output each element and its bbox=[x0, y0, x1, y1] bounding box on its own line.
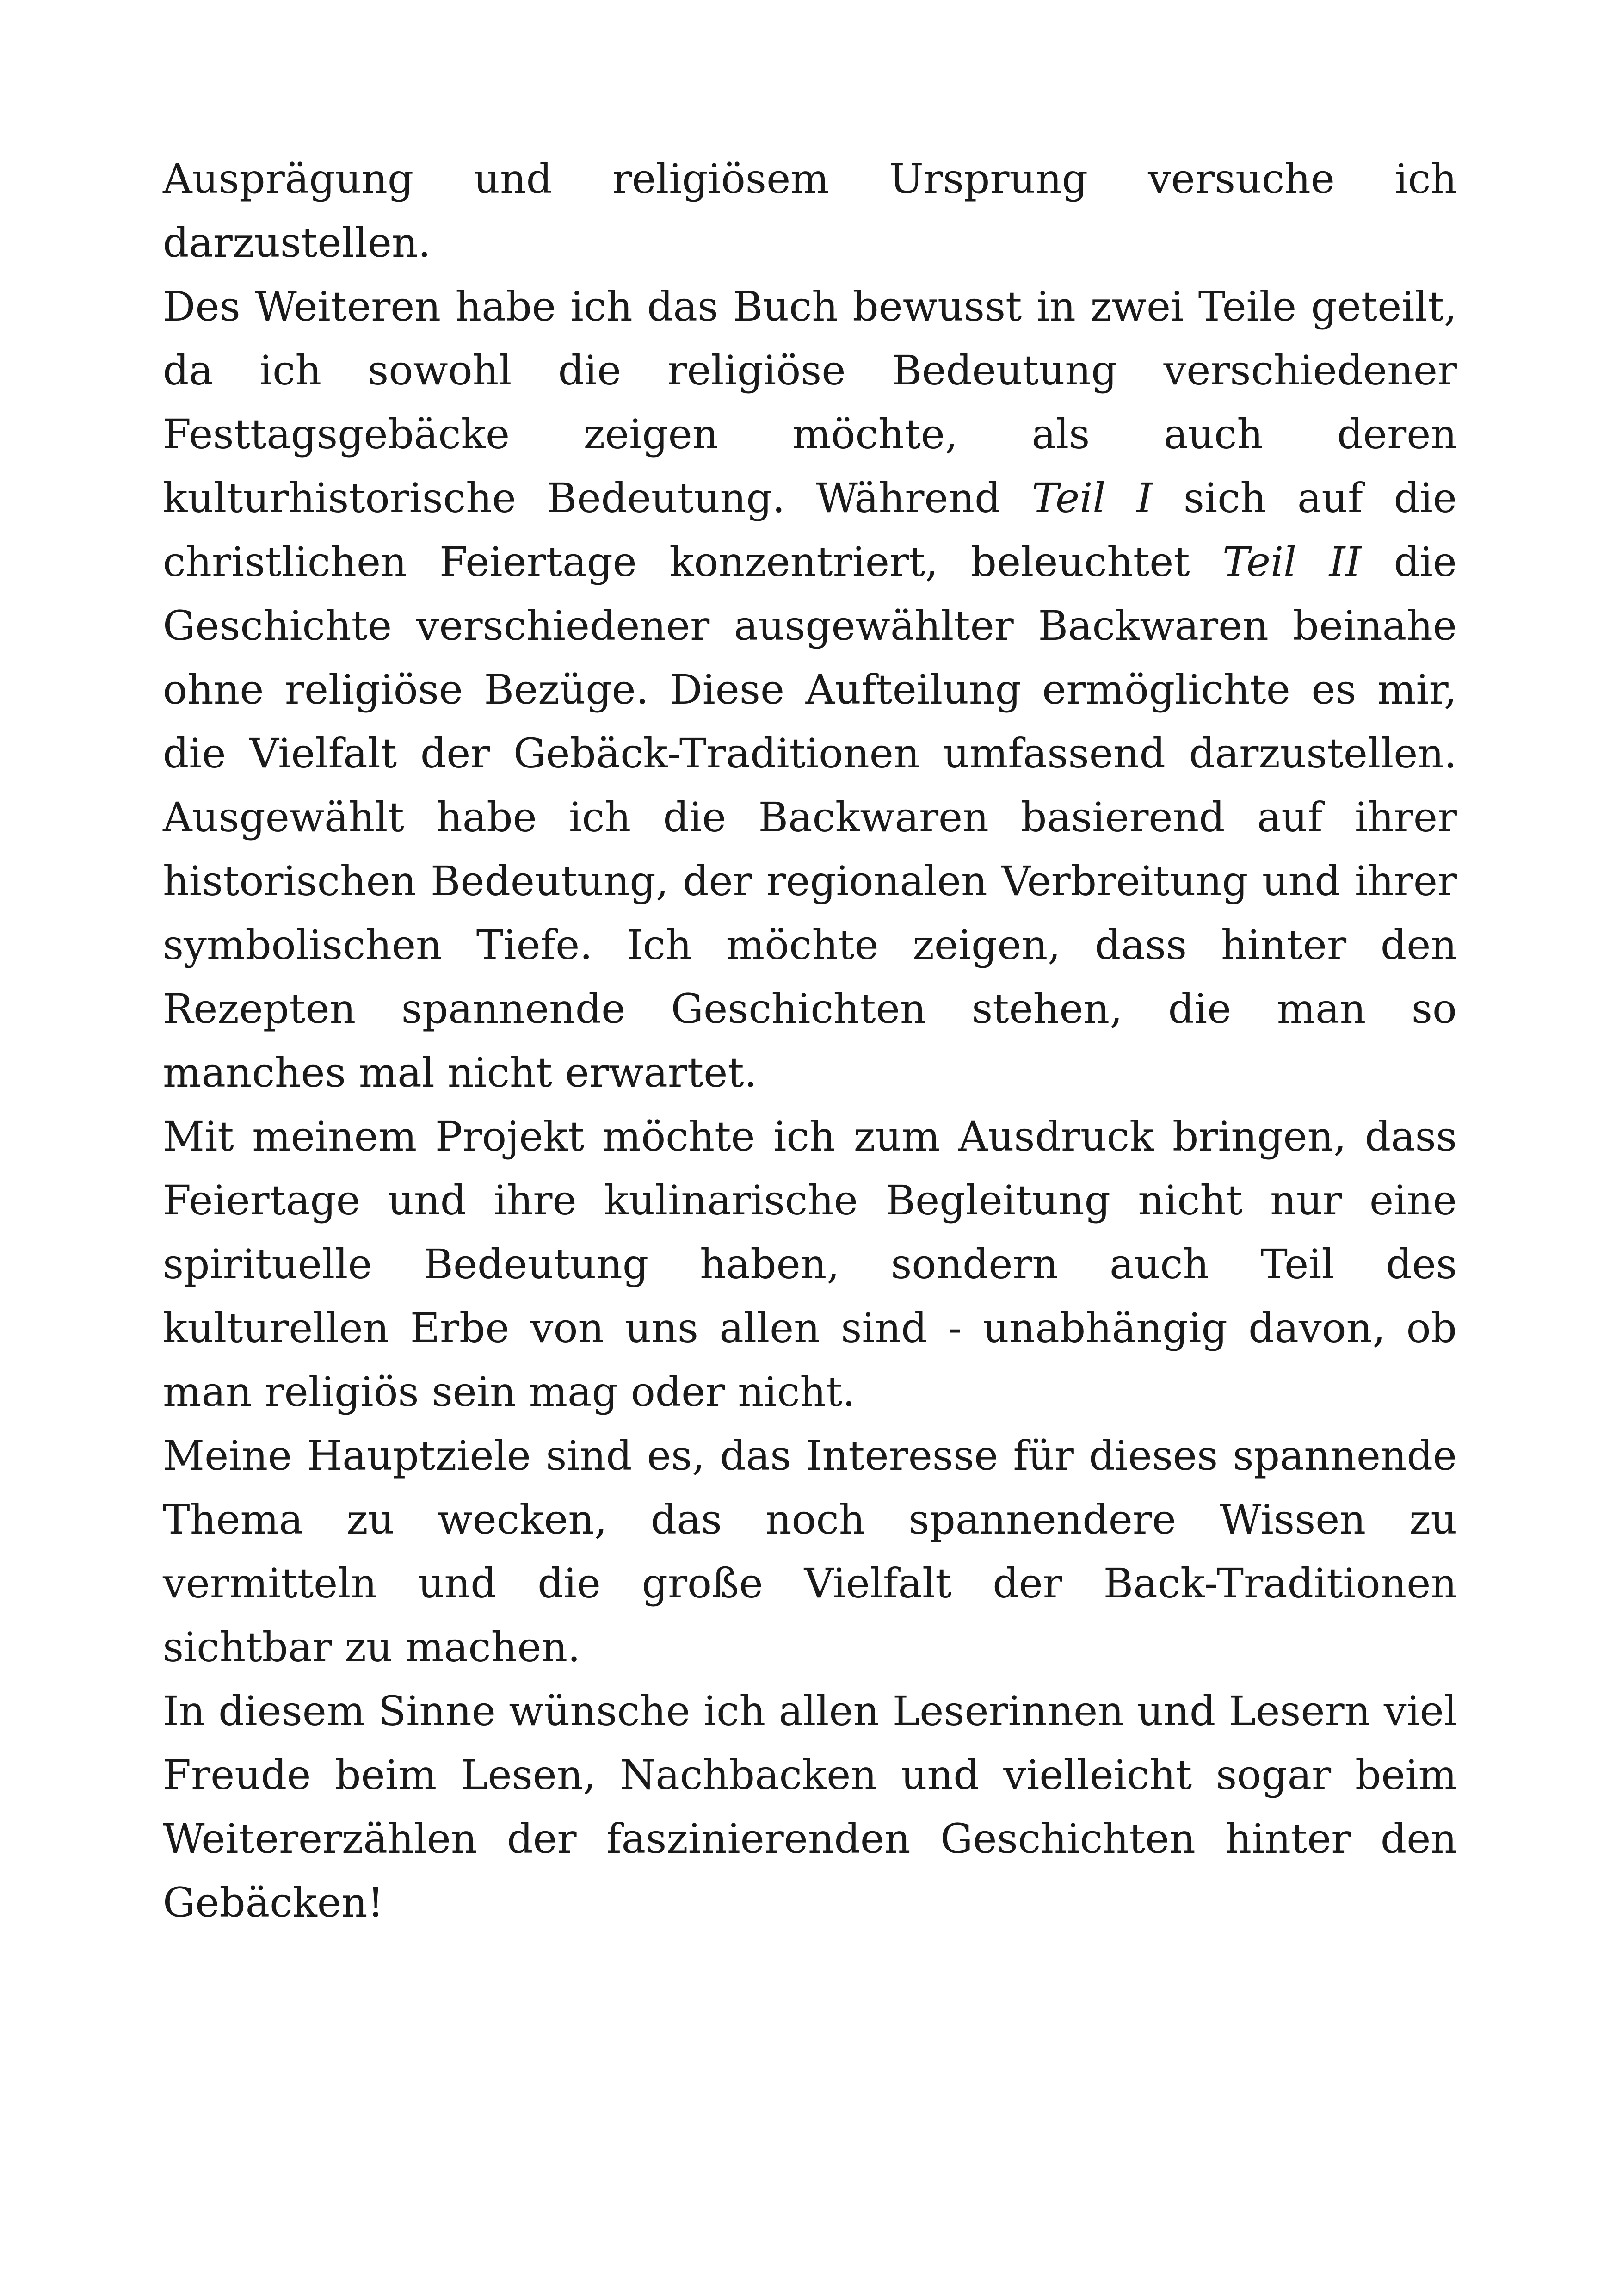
paragraph bbox=[163, 1105, 1457, 1424]
paragraph-text: Des Weiteren habe ich das Buch bewusst in zwei Teile geteilt, da ich sowohl die religiöse Bedeutung verschiedener Festtagsgebäcke zeigen möchte, als auch deren kulturhistorische Bedeutung. Während bbox=[163, 283, 1457, 522]
paragraph-text: Mit meinem Projekt möchte ich zum Ausdruck bringen, dass Feiertage und ihre kulinarische Begleitung nicht nur eine spirituelle Bedeutung haben, sondern auch Teil des kulturellen Erbe von uns allen sind - unabhängig davon, ob man religiös sein mag oder nicht. bbox=[163, 1113, 1457, 1416]
paragraph-text: Ausprägung und religiösem Ursprung versuche ich darzustellen. bbox=[163, 155, 1457, 266]
paragraph-text: sich auf die christlichen Feiertage konzentriert, beleuchtet bbox=[163, 474, 1457, 586]
paragraph bbox=[163, 1424, 1457, 1679]
paragraph bbox=[163, 147, 1457, 275]
paragraph-text: In diesem Sinne wünsche ich allen Leserinnen und Lesern viel Freude beim Lesen, Nachbacken und vielleicht sogar beim Weitererzählen der faszinierenden Geschichten hinter den Gebäcken! bbox=[163, 1687, 1457, 1926]
italic-reference-teil-ii: Teil II bbox=[1222, 538, 1362, 586]
paragraph bbox=[163, 1679, 1457, 1935]
body-text bbox=[163, 147, 1457, 1935]
italic-reference-teil-i: Teil I bbox=[1031, 474, 1153, 522]
paragraph bbox=[163, 275, 1457, 1105]
paragraph-text: die Geschichte verschiedener ausgewählter Backwaren beinahe ohne religiöse Bezüge. Diese Aufteilung ermöglichte es mir, die Vielfalt der Gebäck-Traditionen umfassend darzustellen. Ausgewählt habe ich die Backwaren basierend auf ihrer historischen Bedeutung, der regionalen Verbreitung und ihrer symbolischen Tiefe. Ich möchte zeigen, dass hinter den Rezepten spannende Geschichten stehen, die man so manches mal nicht erwartet. bbox=[163, 538, 1457, 1096]
paragraph-text: Meine Hauptziele sind es, das Interesse für dieses spannende Thema zu wecken, das noch spannendere Wissen zu vermitteln und die große Vielfalt der Back-Traditionen sichtbar zu machen. bbox=[163, 1432, 1457, 1671]
